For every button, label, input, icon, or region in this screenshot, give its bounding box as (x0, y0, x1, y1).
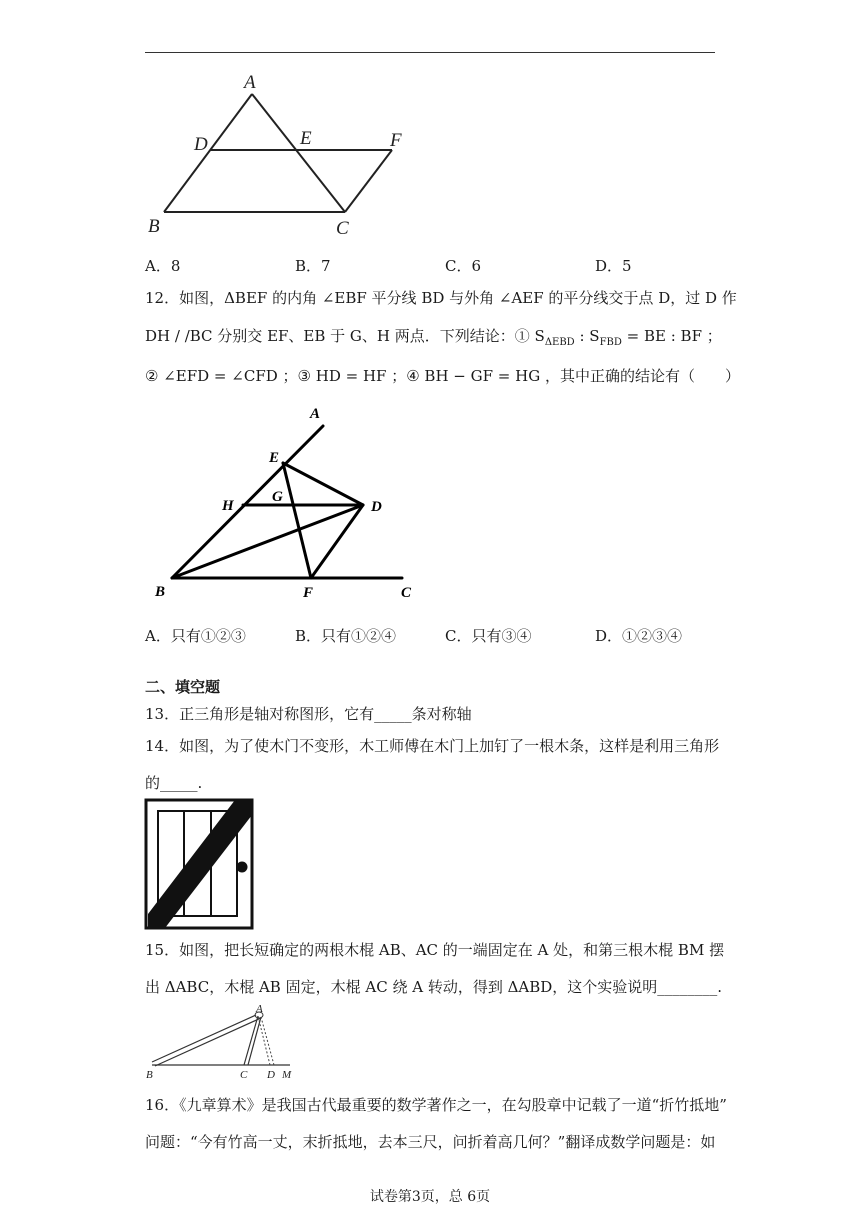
segment-ef (283, 463, 311, 578)
label-c: C (401, 585, 412, 601)
q12-line-1: 12．如图，ΔBEF 的内角 ∠EBF 平分线 BD 与外角 ∠AEF 的平分线交于点 D，过 D 作 (145, 289, 737, 307)
label-e: E (300, 128, 312, 149)
q11-option-d: D．5 (595, 257, 632, 275)
figure-q15-sticks (140, 1003, 300, 1083)
q13-text: 13．正三角形是轴对称图形，它有_____条对称轴 (145, 705, 472, 723)
stick-ac (244, 1016, 258, 1065)
stick-ac-edge (248, 1017, 261, 1065)
label-f: F (303, 585, 314, 601)
q12-line-2-end: = BE : BF ； (621, 327, 722, 345)
q16-line-2: 问题：“今有竹高一丈，末折抵地，去本三尺，问折着高几何？”翻译成数学问题是：如 (145, 1133, 716, 1151)
stick-ab-edge (155, 1018, 261, 1066)
q12-line-2-mid: : S (574, 327, 600, 345)
q14-line-1: 14．如图，为了使木门不变形，木工师傅在木门上加钉了一根木条，这样是利用三角形 (145, 737, 720, 755)
segment-ab (164, 94, 252, 212)
section-title: 二、填空题 (145, 678, 221, 696)
header-rule (145, 52, 715, 53)
q11-option-b: B．7 (295, 257, 331, 275)
label-c: C (240, 1069, 248, 1081)
q12-option-c: C．只有③④ (445, 627, 532, 645)
q11-option-a: A．8 (145, 257, 181, 275)
label-a: A (256, 1003, 263, 1015)
q16-line-1: 16．《九章算术》是我国古代最重要的数学著作之一，在勾股章中记载了一道“折竹抵地” (145, 1096, 727, 1114)
label-a: A (310, 406, 321, 422)
q11-option-c: C．6 (445, 257, 482, 275)
q12-option-a: A．只有①②③ (145, 627, 246, 645)
label-d: D (371, 499, 382, 515)
label-b: B (155, 584, 166, 600)
q14-line-2: 的_____. (145, 774, 203, 792)
stick-ab (152, 1015, 256, 1062)
q12-line-2-start: DH / /BC 分别交 EF、EB 于 G、H 两点．下列结论：① S (145, 327, 545, 345)
page-footer: 试卷第3页，总 6页 (369, 1189, 491, 1205)
door-knob (237, 862, 248, 873)
label-c: C (336, 218, 349, 239)
segment-ed (283, 463, 363, 505)
label-e: E (269, 450, 280, 466)
label-m: M (282, 1069, 292, 1081)
figure-q12-angle-bisectors (145, 400, 425, 605)
label-g: G (272, 489, 283, 505)
segment-ac (252, 94, 345, 212)
label-b: B (146, 1069, 153, 1081)
label-b: B (148, 216, 160, 237)
label-h: H (222, 498, 234, 514)
figure-q14-door (143, 797, 255, 931)
q12-option-b: B．只有①②④ (295, 627, 397, 645)
label-f: F (390, 130, 402, 151)
segment-ba (172, 426, 323, 578)
q12-line-2 (145, 326, 722, 353)
q15-line-1: 15．如图，把长短确定的两根木棍 AB、AC 的一端固定在 A 处，和第三根木棍 BM 摆 (145, 941, 725, 959)
segment-bd (172, 505, 363, 578)
label-a: A (244, 72, 256, 93)
q12-sub-2: FBD (599, 337, 622, 348)
label-d: D (267, 1069, 275, 1081)
q12-sub-1: ΔEBD (544, 337, 575, 348)
figure-q11-triangle-parallelogram (140, 70, 420, 240)
segment-fc (345, 150, 392, 212)
q15-line-2: 出 ΔABC，木棍 AB 固定，木棍 AC 绕 A 转动，得到 ΔABD，这个实验说明________. (145, 978, 723, 996)
q12-option-d: D．①②③④ (595, 627, 683, 645)
label-d: D (194, 134, 208, 155)
stick-ad-dashed (261, 1017, 274, 1065)
q12-line-3: ② ∠EFD = ∠CFD ；③ HD = HF ；④ BH − GF = HG ，其中正确的结论有（ ） (145, 367, 740, 385)
